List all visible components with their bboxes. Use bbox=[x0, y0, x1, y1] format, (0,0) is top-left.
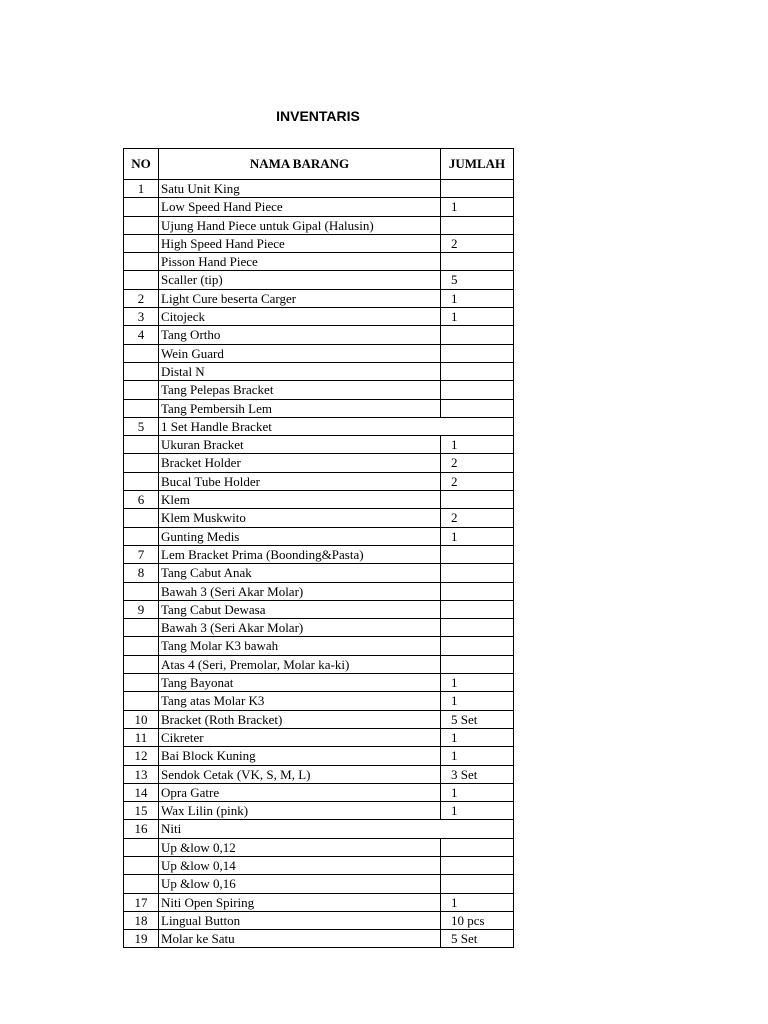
item-quantity bbox=[441, 545, 514, 563]
item-quantity bbox=[441, 344, 514, 362]
table-row bbox=[124, 527, 514, 545]
item-name: Tang Bayonat bbox=[159, 674, 441, 692]
item-quantity bbox=[441, 381, 514, 399]
table-row bbox=[124, 637, 514, 655]
item-quantity: 1 bbox=[441, 674, 514, 692]
item-name: Bracket Holder bbox=[159, 454, 441, 472]
item-name: Klem Muskwito bbox=[159, 509, 441, 527]
row-number bbox=[124, 692, 159, 710]
row-number bbox=[124, 582, 159, 600]
row-number bbox=[124, 838, 159, 856]
table-row bbox=[124, 289, 514, 307]
item-quantity: 1 bbox=[441, 728, 514, 746]
item-quantity: 1 bbox=[441, 289, 514, 307]
item-quantity bbox=[441, 362, 514, 380]
header-qty: JUMLAH bbox=[441, 149, 514, 180]
item-quantity: 2 bbox=[441, 509, 514, 527]
item-name: Klem bbox=[159, 491, 441, 509]
item-quantity: 1 bbox=[441, 893, 514, 911]
table-row bbox=[124, 930, 514, 948]
row-number bbox=[124, 674, 159, 692]
inventory-table bbox=[123, 148, 514, 948]
row-number bbox=[124, 198, 159, 216]
table-row bbox=[124, 253, 514, 271]
item-name: Tang Pembersih Lem bbox=[159, 399, 441, 417]
item-name: Niti Open Spiring bbox=[159, 893, 441, 911]
item-quantity bbox=[441, 326, 514, 344]
item-quantity: 1 bbox=[441, 692, 514, 710]
item-name: Lingual Button bbox=[159, 911, 441, 929]
row-number: 9 bbox=[124, 600, 159, 618]
row-number: 1 bbox=[124, 180, 159, 198]
item-name: Sendok Cetak (VK, S, M, L) bbox=[159, 765, 441, 783]
row-number bbox=[124, 655, 159, 673]
item-name: Up &low 0,16 bbox=[159, 875, 441, 893]
item-name: Atas 4 (Seri, Premolar, Molar ka-ki) bbox=[159, 655, 441, 673]
item-name: Scaller (tip) bbox=[159, 271, 441, 289]
table-row bbox=[124, 234, 514, 252]
item-quantity bbox=[441, 637, 514, 655]
table-row bbox=[124, 216, 514, 234]
table-row bbox=[124, 875, 514, 893]
table-row bbox=[124, 674, 514, 692]
item-name: Light Cure beserta Carger bbox=[159, 289, 441, 307]
item-name: Bracket (Roth Bracket) bbox=[159, 710, 441, 728]
table-row bbox=[124, 326, 514, 344]
table-row bbox=[124, 454, 514, 472]
table-row bbox=[124, 655, 514, 673]
item-quantity bbox=[441, 216, 514, 234]
item-name: Opra Gatre bbox=[159, 783, 441, 801]
item-quantity: 1 bbox=[441, 436, 514, 454]
table-row bbox=[124, 180, 514, 198]
table-row bbox=[124, 545, 514, 563]
item-name: Satu Unit King bbox=[159, 180, 441, 198]
item-name: Bucal Tube Holder bbox=[159, 472, 441, 490]
row-number: 12 bbox=[124, 747, 159, 765]
item-name: Bai Block Kuning bbox=[159, 747, 441, 765]
row-number bbox=[124, 362, 159, 380]
item-quantity: 5 bbox=[441, 271, 514, 289]
item-name: Gunting Medis bbox=[159, 527, 441, 545]
item-quantity: 1 bbox=[441, 527, 514, 545]
item-name: Distal N bbox=[159, 362, 441, 380]
item-quantity: 3 Set bbox=[441, 765, 514, 783]
item-quantity: 2 bbox=[441, 454, 514, 472]
row-number bbox=[124, 472, 159, 490]
item-quantity bbox=[441, 875, 514, 893]
row-number bbox=[124, 216, 159, 234]
row-number: 6 bbox=[124, 491, 159, 509]
table-row bbox=[124, 564, 514, 582]
row-number: 7 bbox=[124, 545, 159, 563]
table-row bbox=[124, 911, 514, 929]
table-row bbox=[124, 856, 514, 874]
row-number bbox=[124, 271, 159, 289]
row-number bbox=[124, 436, 159, 454]
row-number: 19 bbox=[124, 930, 159, 948]
item-name: Citojeck bbox=[159, 308, 441, 326]
table-row bbox=[124, 271, 514, 289]
item-name: Pisson Hand Piece bbox=[159, 253, 441, 271]
table-row bbox=[124, 692, 514, 710]
table-row bbox=[124, 417, 514, 435]
row-number bbox=[124, 399, 159, 417]
row-number bbox=[124, 637, 159, 655]
item-name: Molar ke Satu bbox=[159, 930, 441, 948]
item-quantity: 1 bbox=[441, 783, 514, 801]
item-quantity bbox=[441, 856, 514, 874]
table-header-row bbox=[124, 149, 514, 180]
item-quantity: 1 bbox=[441, 802, 514, 820]
row-number: 14 bbox=[124, 783, 159, 801]
item-name: Ujung Hand Piece untuk Gipal (Halusin) bbox=[159, 216, 441, 234]
item-quantity bbox=[441, 600, 514, 618]
item-name: Tang Cabut Dewasa bbox=[159, 600, 441, 618]
item-quantity bbox=[441, 491, 514, 509]
table-row bbox=[124, 436, 514, 454]
table-row bbox=[124, 783, 514, 801]
item-name: 1 Set Handle Bracket bbox=[159, 417, 514, 435]
item-quantity: 2 bbox=[441, 234, 514, 252]
item-name: Wein Guard bbox=[159, 344, 441, 362]
table-row bbox=[124, 198, 514, 216]
item-name: Low Speed Hand Piece bbox=[159, 198, 441, 216]
row-number: 5 bbox=[124, 417, 159, 435]
row-number bbox=[124, 875, 159, 893]
item-quantity bbox=[441, 253, 514, 271]
item-quantity bbox=[441, 180, 514, 198]
row-number: 17 bbox=[124, 893, 159, 911]
item-name: Tang Ortho bbox=[159, 326, 441, 344]
item-quantity bbox=[441, 564, 514, 582]
item-name: Wax Lilin (pink) bbox=[159, 802, 441, 820]
table-row bbox=[124, 710, 514, 728]
item-quantity: 5 Set bbox=[441, 710, 514, 728]
item-name: Tang Molar K3 bawah bbox=[159, 637, 441, 655]
row-number bbox=[124, 856, 159, 874]
item-quantity: 2 bbox=[441, 472, 514, 490]
header-name: NAMA BARANG bbox=[159, 149, 441, 180]
table-row bbox=[124, 381, 514, 399]
item-name: Up &low 0,12 bbox=[159, 838, 441, 856]
row-number bbox=[124, 381, 159, 399]
row-number: 8 bbox=[124, 564, 159, 582]
row-number bbox=[124, 344, 159, 362]
item-name: Up &low 0,14 bbox=[159, 856, 441, 874]
row-number bbox=[124, 454, 159, 472]
item-name: Tang Pelepas Bracket bbox=[159, 381, 441, 399]
row-number: 4 bbox=[124, 326, 159, 344]
table-row bbox=[124, 765, 514, 783]
item-quantity: 1 bbox=[441, 198, 514, 216]
item-name: Tang atas Molar K3 bbox=[159, 692, 441, 710]
row-number: 16 bbox=[124, 820, 159, 838]
table-row bbox=[124, 344, 514, 362]
table-row bbox=[124, 509, 514, 527]
item-quantity: 1 bbox=[441, 747, 514, 765]
row-number: 15 bbox=[124, 802, 159, 820]
row-number: 10 bbox=[124, 710, 159, 728]
table-row bbox=[124, 472, 514, 490]
item-name: Niti bbox=[159, 820, 514, 838]
table-row bbox=[124, 582, 514, 600]
table-row bbox=[124, 399, 514, 417]
table-row bbox=[124, 600, 514, 618]
item-quantity: 10 pcs bbox=[441, 911, 514, 929]
table-row bbox=[124, 362, 514, 380]
item-name: Tang Cabut Anak bbox=[159, 564, 441, 582]
row-number: 13 bbox=[124, 765, 159, 783]
item-quantity bbox=[441, 655, 514, 673]
table-row bbox=[124, 820, 514, 838]
document-title: INVENTARIS bbox=[276, 108, 360, 124]
item-name: Lem Bracket Prima (Boonding&Pasta) bbox=[159, 545, 441, 563]
item-quantity bbox=[441, 582, 514, 600]
item-name: High Speed Hand Piece bbox=[159, 234, 441, 252]
row-number bbox=[124, 253, 159, 271]
row-number: 18 bbox=[124, 911, 159, 929]
table-row bbox=[124, 802, 514, 820]
table-row bbox=[124, 308, 514, 326]
header-no: NO bbox=[124, 149, 159, 180]
item-quantity bbox=[441, 838, 514, 856]
table-row bbox=[124, 838, 514, 856]
row-number bbox=[124, 527, 159, 545]
table-row bbox=[124, 893, 514, 911]
table-row bbox=[124, 728, 514, 746]
item-name: Bawah 3 (Seri Akar Molar) bbox=[159, 582, 441, 600]
item-name: Bawah 3 (Seri Akar Molar) bbox=[159, 619, 441, 637]
table-body bbox=[124, 180, 514, 948]
item-quantity bbox=[441, 619, 514, 637]
table-row bbox=[124, 747, 514, 765]
table-row bbox=[124, 619, 514, 637]
row-number: 2 bbox=[124, 289, 159, 307]
item-quantity: 5 Set bbox=[441, 930, 514, 948]
item-name: Ukuran Bracket bbox=[159, 436, 441, 454]
row-number bbox=[124, 234, 159, 252]
row-number: 3 bbox=[124, 308, 159, 326]
row-number: 11 bbox=[124, 728, 159, 746]
item-quantity bbox=[441, 399, 514, 417]
item-name: Cikreter bbox=[159, 728, 441, 746]
row-number bbox=[124, 619, 159, 637]
item-quantity: 1 bbox=[441, 308, 514, 326]
row-number bbox=[124, 509, 159, 527]
table-row bbox=[124, 491, 514, 509]
